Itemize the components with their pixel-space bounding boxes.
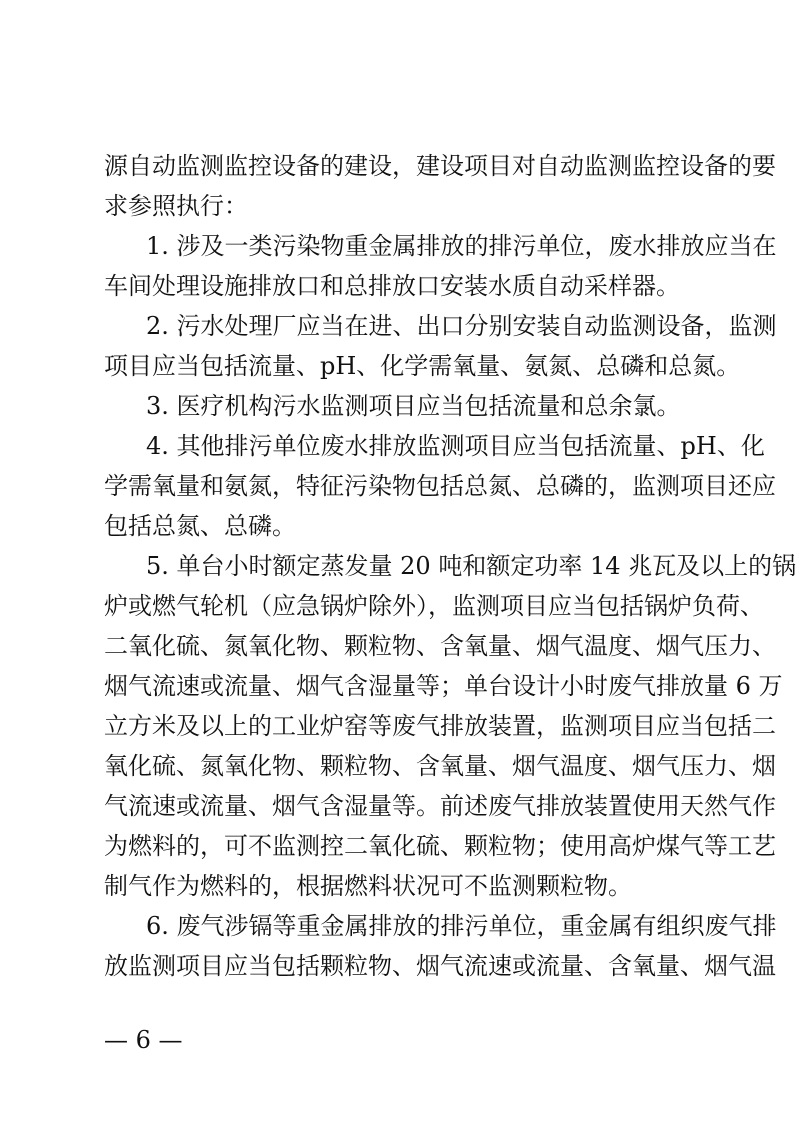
list-item-5-line: 5. 单台小时额定蒸发量 20 吨和额定功率 14 兆瓦及以上的锅 [146,552,797,580]
list-item-4-line: 4. 其他排污单位废水排放监测项目应当包括流量、pH、化 [146,432,765,460]
list-item-2-line: 项目应当包括流量、pH、化学需氧量、氨氮、总磷和总氮。 [104,352,741,380]
list-item-5-line: 立方米及以上的工业炉窑等废气排放装置，监测项目应当包括二 [104,712,776,740]
list-item-5-line: 气流速或流量、烟气含湿量等。前述废气排放装置使用天然气作 [104,792,776,820]
paragraph-line: 求参照执行： [104,192,248,220]
list-item-5-line: 氧化硫、氮氧化物、颗粒物、含氧量、烟气温度、烟气压力、烟 [104,752,776,780]
list-item-5-line: 二氧化硫、氮氧化物、颗粒物、含氧量、烟气温度、烟气压力、 [104,632,776,660]
list-item-5-line: 为燃料的，可不监测控二氧化硫、颗粒物；使用高炉煤气等工艺 [104,832,776,860]
list-item-4-line: 学需氧量和氨氮，特征污染物包括总氮、总磷的，监测项目还应 [104,472,776,500]
list-item-4-line: 包括总氮、总磷。 [104,512,296,540]
list-item-6-line: 6. 废气涉镉等重金属排放的排污单位，重金属有组织废气排 [146,912,777,940]
list-item-5-line: 烟气流速或流量、烟气含湿量等；单台设计小时废气排放量 6 万 [104,672,783,700]
list-item-1-line: 车间处理设施排放口和总排放口安装水质自动采样器。 [104,272,680,300]
page-number: — 6 — [104,1026,183,1054]
list-item-5-line: 炉或燃气轮机（应急锅炉除外），监测项目应当包括锅炉负荷、 [104,592,764,620]
list-item-3-line: 3. 医疗机构污水监测项目应当包括流量和总余氯。 [146,392,681,420]
list-item-2-line: 2. 污水处理厂应当在进、出口分别安装自动监测设备，监测 [146,312,777,340]
list-item-1-line: 1. 涉及一类污染物重金属排放的排污单位，废水排放应当在 [146,232,777,260]
list-item-5-line: 制气作为燃料的，根据燃料状况可不监测颗粒物。 [104,872,632,900]
paragraph-line: 源自动监测监控设备的建设，建设项目对自动监测监控设备的要 [104,152,776,180]
list-item-6-line: 放监测项目应当包括颗粒物、烟气流速或流量、含氧量、烟气温 [104,952,776,980]
